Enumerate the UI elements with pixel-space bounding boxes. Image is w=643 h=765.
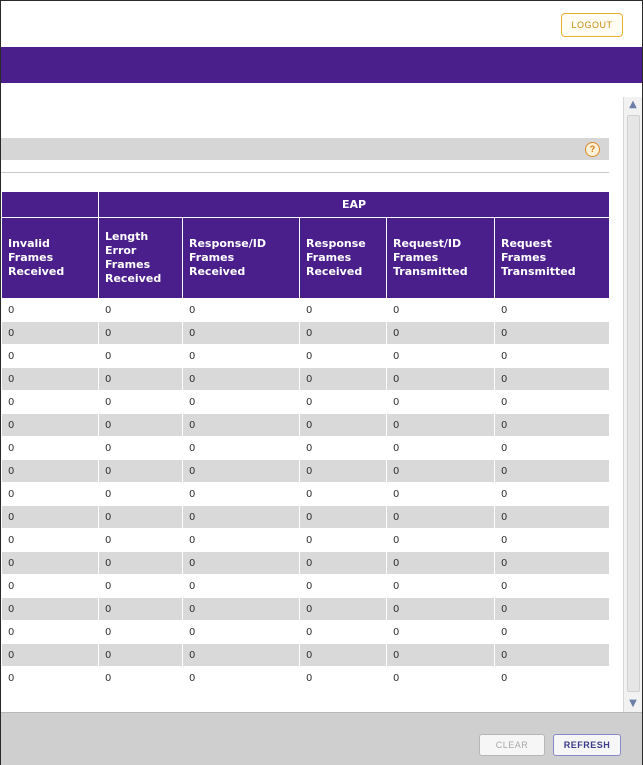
table-cell: 0: [300, 644, 387, 667]
table-cell: 0: [99, 391, 183, 414]
column-header-line: Length: [105, 230, 149, 243]
table-cell: 0: [300, 299, 387, 322]
table-cell: 0: [387, 322, 495, 345]
table-cell: 0: [300, 437, 387, 460]
table-cell: 0: [99, 414, 183, 437]
table-row: [2, 414, 610, 437]
table-cell: 0: [99, 437, 183, 460]
column-header-line: Response: [306, 237, 366, 250]
table-cell: 0: [183, 667, 300, 690]
table-cell: 0: [387, 414, 495, 437]
table-cell: 0: [183, 368, 300, 391]
column-header: [300, 218, 387, 299]
table-cell: 0: [2, 414, 99, 437]
divider: [1, 172, 609, 173]
table-cell: 0: [2, 368, 99, 391]
table-cell: 0: [2, 391, 99, 414]
table-group-header-eap: EAP: [99, 192, 610, 218]
table-row: [2, 667, 610, 690]
table-cell: 0: [183, 598, 300, 621]
table-cell: 0: [300, 368, 387, 391]
column-header-line: Response/ID: [189, 237, 266, 250]
table-cell: 0: [387, 552, 495, 575]
column-header-line: Frames: [105, 258, 151, 271]
table-cell: 0: [300, 552, 387, 575]
table-cell: 0: [300, 575, 387, 598]
table-row: [2, 322, 610, 345]
table-cell: 0: [183, 529, 300, 552]
column-header: [387, 218, 495, 299]
table-row: [2, 368, 610, 391]
table-row: [2, 529, 610, 552]
table-cell: 0: [387, 667, 495, 690]
table-cell: 0: [387, 598, 495, 621]
table-cell: 0: [300, 483, 387, 506]
top-nav-bar: [1, 47, 642, 83]
table-cell: 0: [2, 644, 99, 667]
column-header-line: Request/ID: [393, 237, 462, 250]
table-cell: 0: [300, 391, 387, 414]
column-header: [495, 218, 610, 299]
table-cell: 0: [183, 575, 300, 598]
table-cell: 0: [495, 391, 610, 414]
table-group-header-blank: [2, 192, 99, 218]
table-cell: 0: [387, 529, 495, 552]
table-cell: 0: [387, 483, 495, 506]
column-header: [2, 218, 99, 299]
table-cell: 0: [183, 414, 300, 437]
table-cell: 0: [2, 460, 99, 483]
table-cell: 0: [495, 345, 610, 368]
help-icon[interactable]: ?: [585, 142, 600, 157]
table-cell: 0: [2, 552, 99, 575]
table-cell: 0: [2, 299, 99, 322]
table-cell: 0: [99, 598, 183, 621]
table-cell: 0: [2, 506, 99, 529]
refresh-button[interactable]: REFRESH: [553, 734, 621, 756]
table-cell: 0: [99, 644, 183, 667]
table-cell: 0: [300, 460, 387, 483]
table-cell: 0: [2, 529, 99, 552]
table-cell: 0: [495, 299, 610, 322]
table-cell: 0: [183, 483, 300, 506]
table-cell: 0: [387, 460, 495, 483]
table-cell: 0: [2, 598, 99, 621]
table-cell: 0: [183, 506, 300, 529]
table-cell: 0: [495, 552, 610, 575]
column-header-line: Transmitted: [501, 265, 576, 278]
column-header-line: Frames: [189, 251, 235, 264]
table-cell: 0: [387, 506, 495, 529]
table-cell: 0: [387, 437, 495, 460]
section-header-bar: [1, 138, 609, 160]
table-cell: 0: [387, 575, 495, 598]
table-cell: 0: [300, 598, 387, 621]
table-cell: 0: [2, 575, 99, 598]
table-cell: 0: [387, 345, 495, 368]
table-cell: 0: [495, 460, 610, 483]
table-cell: 0: [183, 345, 300, 368]
table-cell: 0: [300, 322, 387, 345]
table-cell: 0: [300, 345, 387, 368]
table-cell: 0: [99, 322, 183, 345]
table-cell: 0: [387, 299, 495, 322]
table-cell: 0: [300, 529, 387, 552]
table-row: [2, 345, 610, 368]
table-cell: 0: [183, 322, 300, 345]
column-header-line: Request: [501, 237, 552, 250]
column-header-line: Received: [189, 265, 246, 278]
table-cell: 0: [183, 644, 300, 667]
chevron-down-icon[interactable]: ▼: [629, 698, 637, 709]
column-header-line: Received: [8, 265, 65, 278]
footer-bar: [1, 712, 642, 765]
table-row: [2, 598, 610, 621]
table-cell: 0: [183, 621, 300, 644]
table-row: [2, 644, 610, 667]
table-row: [2, 483, 610, 506]
table-cell: 0: [495, 575, 610, 598]
chevron-up-icon[interactable]: ▲: [629, 99, 637, 110]
table-row: [2, 506, 610, 529]
clear-button[interactable]: CLEAR: [479, 734, 545, 756]
table-cell: 0: [2, 667, 99, 690]
table-cell: 0: [2, 621, 99, 644]
table-cell: 0: [495, 414, 610, 437]
table-cell: 0: [495, 437, 610, 460]
table-cell: 0: [300, 506, 387, 529]
column-header: [99, 218, 183, 299]
column-header-line: Frames: [306, 251, 352, 264]
table-cell: 0: [495, 529, 610, 552]
table-cell: 0: [183, 391, 300, 414]
table-row: [2, 299, 610, 322]
table-row: [2, 437, 610, 460]
table-cell: 0: [387, 621, 495, 644]
table-cell: 0: [99, 575, 183, 598]
table-cell: 0: [495, 506, 610, 529]
column-header-line: Transmitted: [393, 265, 468, 278]
table-cell: 0: [99, 552, 183, 575]
table-row: [2, 575, 610, 598]
table-cell: 0: [99, 460, 183, 483]
statistics-table: [1, 191, 610, 690]
table-row: [2, 391, 610, 414]
table-cell: 0: [183, 460, 300, 483]
table-cell: 0: [495, 598, 610, 621]
column-header-line: Received: [306, 265, 363, 278]
column-header-line: Frames: [393, 251, 439, 264]
table-cell: 0: [183, 552, 300, 575]
table-cell: 0: [387, 368, 495, 391]
column-header-line: Error: [105, 244, 137, 257]
column-header-line: Received: [105, 272, 162, 285]
table-cell: 0: [183, 299, 300, 322]
table-cell: 0: [99, 529, 183, 552]
vertical-scrollbar[interactable]: [623, 97, 642, 712]
table-cell: 0: [495, 667, 610, 690]
table-cell: 0: [99, 483, 183, 506]
column-header-line: Frames: [8, 251, 54, 264]
table-cell: 0: [2, 345, 99, 368]
scrollbar-thumb[interactable]: [627, 115, 640, 692]
table-row: [2, 621, 610, 644]
column-header-line: Frames: [501, 251, 547, 264]
table-cell: 0: [495, 621, 610, 644]
table-cell: 0: [99, 506, 183, 529]
table-row: [2, 460, 610, 483]
table-cell: 0: [2, 483, 99, 506]
table-cell: 0: [495, 644, 610, 667]
column-header: [183, 218, 300, 299]
table-cell: 0: [300, 414, 387, 437]
table-cell: 0: [387, 644, 495, 667]
table-cell: 0: [99, 621, 183, 644]
table-cell: 0: [183, 437, 300, 460]
table-cell: 0: [300, 621, 387, 644]
column-header-line: Invalid: [8, 237, 50, 250]
table-cell: 0: [99, 368, 183, 391]
table-cell: 0: [300, 667, 387, 690]
table-cell: 0: [2, 437, 99, 460]
logout-button[interactable]: LOGOUT: [561, 13, 623, 37]
table-cell: 0: [495, 483, 610, 506]
table-cell: 0: [2, 322, 99, 345]
table-row: [2, 552, 610, 575]
table-cell: 0: [495, 368, 610, 391]
table-cell: 0: [99, 299, 183, 322]
table-cell: 0: [99, 667, 183, 690]
table-cell: 0: [99, 345, 183, 368]
table-cell: 0: [387, 391, 495, 414]
table-cell: 0: [495, 322, 610, 345]
